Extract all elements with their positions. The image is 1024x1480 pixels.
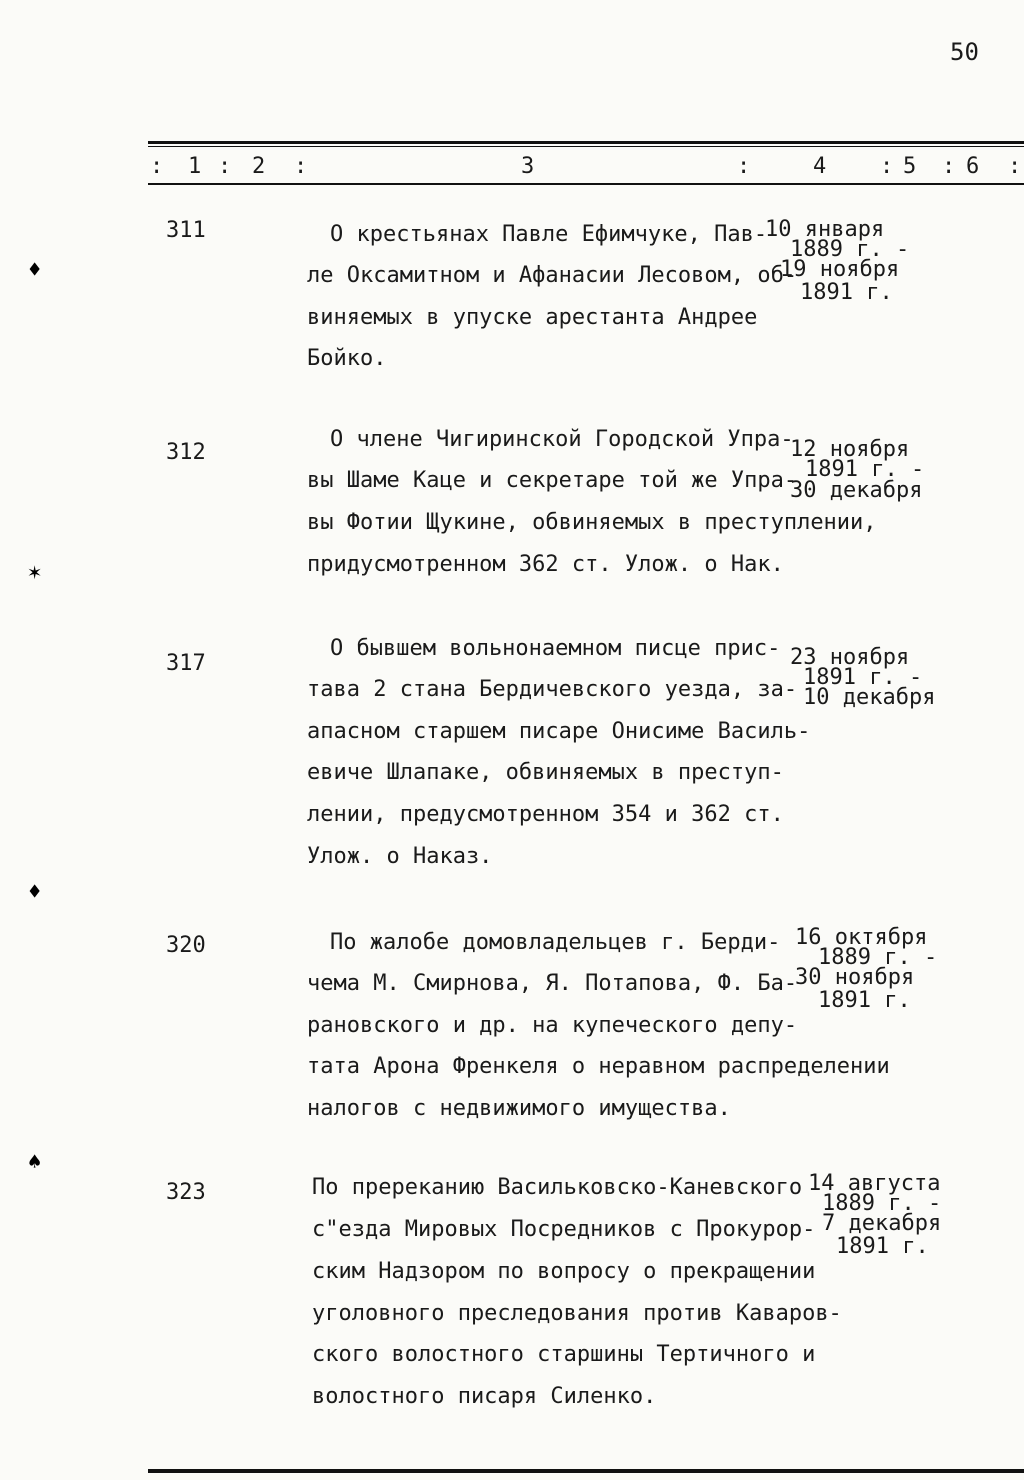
entry-line: уголовного преследования против Каваров- [312, 1301, 842, 1326]
entry-date: 19 ноября [780, 257, 900, 282]
entry-line: вы Фотии Щукине, обвиняемых в преступлении, [307, 510, 877, 535]
entry-date: 1889 г. - [822, 1191, 942, 1216]
header-separator: : [1008, 154, 1022, 179]
entry-date: 7 декабря [822, 1211, 942, 1236]
entry-line: ским Надзором по вопросу о прекращении [312, 1259, 816, 1284]
entry-line: Бойко. [307, 346, 387, 371]
entry-line: налогов с недвижимого имущества. [307, 1096, 731, 1121]
entry-date: 16 октября [795, 925, 928, 950]
entry-number: 317 [166, 651, 206, 676]
entry-line: волостного писаря Силенко. [312, 1384, 657, 1409]
margin-mark-icon: ♦ [28, 258, 42, 283]
header-col-3: 3 [521, 154, 535, 179]
page-number: 50 [950, 38, 979, 66]
entry-date: 1891 г. - [805, 457, 925, 482]
entry-date: 1891 г. [800, 280, 893, 305]
header-separator: : [942, 154, 956, 179]
entry-number: 312 [166, 440, 206, 465]
header-col-5: 5 [903, 154, 917, 179]
entry-line: По пререканию Васильковско-Каневского [312, 1175, 803, 1200]
header-separator: : [880, 154, 894, 179]
entry-number: 320 [166, 933, 206, 958]
header-separator: : [737, 154, 751, 179]
entry-date: 14 августа [808, 1171, 941, 1196]
entry-date: 1891 г. [818, 988, 911, 1013]
header-col-1: 1 [188, 154, 202, 179]
entry-line: рановского и др. на купеческого депу- [307, 1013, 798, 1038]
header-separator: : [218, 154, 232, 179]
entry-date: 1891 г. - [803, 665, 923, 690]
header-rule-bottom [148, 183, 1024, 185]
entry-number: 323 [166, 1180, 206, 1205]
entry-line: чема М. Смирнова, Я. Потапова, Ф. Ба- [307, 971, 798, 996]
entry-date: 1889 г. - [818, 945, 938, 970]
entry-line: О члене Чигиринской Городской Упра- [330, 427, 794, 452]
header-col-2: 2 [252, 154, 266, 179]
entry-date: 12 ноября [790, 437, 910, 462]
column-header-row [0, 154, 1024, 180]
entry-line: О крестьянах Павле Ефимчуке, Пав- [330, 222, 768, 247]
entry-date: 23 ноября [790, 645, 910, 670]
header-separator: : [150, 154, 164, 179]
entry-line: апасном старшем писаре Онисиме Василь- [307, 719, 811, 744]
margin-mark-icon: ♦ [28, 880, 42, 905]
entry-line: лении, предусмотренном 354 и 362 ст. [307, 802, 784, 827]
entry-date: 1891 г. [836, 1234, 929, 1259]
entry-number: 311 [166, 218, 206, 243]
entry-line: вы Шаме Каце и секретаре той же Упра- [307, 468, 798, 493]
entry-line: евиче Шлапаке, обвиняемых в преступ- [307, 760, 784, 785]
entry-line: ле Оксамитном и Афанасии Лесовом, об- [307, 263, 798, 288]
header-separator: : [294, 154, 308, 179]
entry-line: виняемых в упуске арестанта Андрее [307, 305, 758, 330]
entry-line: тава 2 стана Бердичевского уезда, за- [307, 677, 798, 702]
entry-date: 10 декабря [803, 685, 936, 710]
entry-line: с"езда Мировых Посредников с Прокурор- [312, 1217, 816, 1242]
entry-line: По жалобе домовладельцев г. Берди- [330, 930, 781, 955]
entry-line: тата Арона Френкеля о неравном распределении [307, 1054, 890, 1079]
bottom-rule [148, 1469, 1024, 1473]
margin-mark-icon: ♠ [28, 1150, 42, 1175]
header-rule-top-thin [148, 146, 1024, 147]
entry-line: Улож. о Наказ. [307, 844, 493, 869]
entry-date: 30 ноября [795, 965, 915, 990]
entry-line: О бывшем вольнонаемном писце прис- [330, 636, 781, 661]
header-col-4: 4 [813, 154, 827, 179]
header-rule-top [148, 141, 1024, 144]
entry-date: 30 декабря [790, 478, 923, 503]
entry-line: ского волостного старшины Тертичного и [312, 1342, 816, 1367]
margin-mark-icon: ✶ [28, 560, 42, 585]
entry-date: 1889 г. - [790, 237, 910, 262]
entry-date: 10 января [765, 217, 885, 242]
header-col-6: 6 [966, 154, 980, 179]
entry-line: придусмотренном 362 ст. Улож. о Нак. [307, 552, 784, 577]
